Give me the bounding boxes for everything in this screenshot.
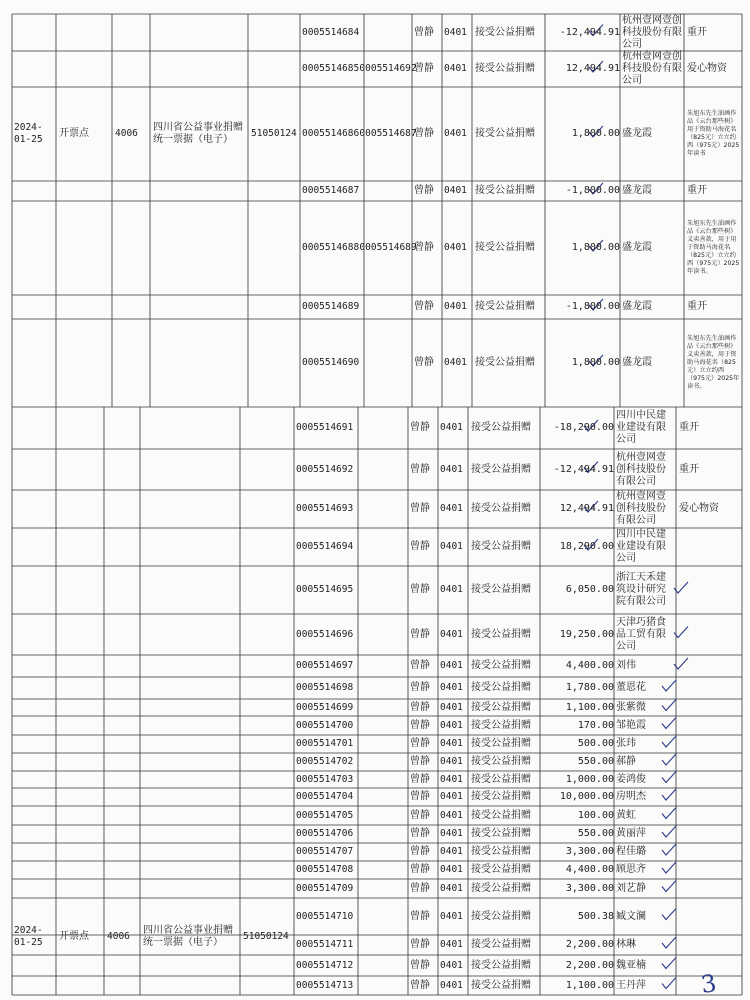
item-name: 接受公益捐赠 bbox=[471, 864, 531, 875]
handler-name: 曾静 bbox=[410, 791, 430, 802]
payer-name: 盛龙霞 bbox=[622, 242, 652, 253]
bill-type: 四川省公益事业捐赠统一票据（电子） bbox=[143, 925, 233, 948]
handler-name: 曾静 bbox=[410, 584, 430, 595]
payer-name: 盛龙霞 bbox=[622, 185, 652, 196]
item-code: 0401 bbox=[440, 660, 463, 671]
item-name: 接受公益捐赠 bbox=[471, 846, 531, 857]
invoice-number: 0005514691 bbox=[296, 422, 354, 433]
item-name: 接受公益捐赠 bbox=[471, 719, 531, 731]
invoice-number: 0005514701 bbox=[296, 738, 354, 749]
payer-name: 臧文澜 bbox=[616, 910, 646, 922]
item-code: 0401 bbox=[444, 63, 467, 74]
payer-name: 张玮 bbox=[616, 738, 636, 749]
item-name: 接受公益捐赠 bbox=[471, 882, 531, 894]
item-name: 接受公益捐赠 bbox=[471, 738, 531, 749]
item-code: 0401 bbox=[440, 628, 463, 640]
handler-name: 曾静 bbox=[410, 864, 430, 875]
issue-date: 2024-01-25 bbox=[14, 122, 43, 145]
amount: 1,100.00 bbox=[565, 701, 614, 713]
item-code: 0401 bbox=[440, 503, 463, 514]
amount: -12,494.91 bbox=[553, 463, 614, 475]
amount: 2,200.00 bbox=[565, 939, 614, 950]
linked-invoice-number: 0005514689 bbox=[359, 242, 417, 253]
item-name: 接受公益捐赠 bbox=[471, 959, 531, 971]
item-name: 接受公益捐赠 bbox=[471, 828, 531, 839]
item-name: 接受公益捐赠 bbox=[471, 979, 531, 991]
item-code: 0401 bbox=[440, 846, 463, 857]
payer-name: 程佳璐 bbox=[616, 846, 646, 857]
item-code: 0401 bbox=[444, 242, 467, 253]
item-name: 接受公益捐赠 bbox=[471, 773, 531, 785]
item-code: 0401 bbox=[444, 357, 467, 368]
payer-name: 盛龙霞 bbox=[622, 357, 652, 368]
handler-name: 曾静 bbox=[410, 809, 430, 821]
amount: 500.00 bbox=[577, 738, 614, 749]
item-code: 0401 bbox=[440, 939, 463, 950]
invoice-number: 0005514713 bbox=[296, 979, 354, 991]
item-code: 0401 bbox=[440, 791, 463, 802]
item-code: 0401 bbox=[440, 864, 463, 875]
invoice-number: 0005514693 bbox=[296, 503, 354, 514]
payer-name: 浙江天禾建筑设计研究院有限公司 bbox=[616, 572, 666, 607]
amount: 100.00 bbox=[577, 809, 614, 821]
invoice-number: 0005514688 bbox=[302, 242, 360, 253]
payer-name: 郝静 bbox=[616, 756, 636, 767]
amount: 1,800.00 bbox=[571, 128, 620, 139]
linked-invoice-number: 0005514687 bbox=[359, 128, 417, 139]
amount: 19,250.00 bbox=[559, 628, 614, 640]
invoice-number: 0005514710 bbox=[296, 910, 354, 922]
amount: 12,494.91 bbox=[565, 63, 620, 74]
amount: -12,494.91 bbox=[559, 26, 620, 38]
payer-name: 邹艳霞 bbox=[616, 719, 646, 731]
amount: 6,050.00 bbox=[565, 584, 614, 595]
amount: 4,400.00 bbox=[565, 660, 614, 671]
item-name: 接受公益捐赠 bbox=[471, 660, 531, 671]
issue-date: 2024-01-25 bbox=[14, 925, 43, 948]
handler-name: 曾静 bbox=[410, 910, 430, 922]
invoice-number: 0005514697 bbox=[296, 660, 354, 671]
item-name: 接受公益捐赠 bbox=[471, 422, 531, 433]
region-code: 51050124 bbox=[243, 931, 289, 942]
invoice-number: 0005514698 bbox=[296, 682, 354, 693]
payer-name: 刘艺静 bbox=[616, 882, 646, 894]
payer-name: 杭州壹网壹创科技股份有限公司 bbox=[616, 491, 666, 526]
item-code: 0401 bbox=[440, 882, 463, 894]
handler-name: 曾静 bbox=[410, 682, 430, 693]
invoice-number: 0005514706 bbox=[296, 828, 354, 839]
invoice-number: 0005514692 bbox=[296, 463, 354, 475]
payer-name: 黄虹 bbox=[616, 809, 636, 821]
handwritten-page-number: 3 bbox=[698, 969, 718, 999]
handler-name: 曾静 bbox=[414, 185, 434, 196]
payer-name: 董恩花 bbox=[616, 682, 646, 693]
remark: 重开 bbox=[687, 185, 707, 196]
item-code: 0401 bbox=[440, 541, 463, 552]
amount: 1,100.00 bbox=[565, 979, 614, 991]
handler-name: 曾静 bbox=[410, 939, 430, 950]
item-name: 接受公益捐赠 bbox=[475, 63, 535, 74]
amount: 1,800.00 bbox=[571, 242, 620, 253]
item-name: 接受公益捐赠 bbox=[471, 682, 531, 693]
payer-name: 盛龙霞 bbox=[622, 301, 652, 312]
item-code: 0401 bbox=[440, 773, 463, 785]
remark: 爱心物资 bbox=[679, 503, 719, 514]
payer-name: 顾思齐 bbox=[616, 864, 646, 875]
item-code: 0401 bbox=[440, 422, 463, 433]
remark: 重开 bbox=[687, 301, 707, 312]
handler-name: 曾静 bbox=[410, 828, 430, 839]
item-name: 接受公益捐赠 bbox=[475, 301, 535, 312]
payer-name: 魏亚楠 bbox=[616, 959, 646, 971]
remark: 爱心物资 bbox=[687, 63, 727, 74]
handler-name: 曾静 bbox=[410, 846, 430, 857]
amount: 18,290.00 bbox=[559, 541, 614, 552]
amount: 550.00 bbox=[577, 828, 614, 839]
item-code: 0401 bbox=[444, 128, 467, 139]
item-code: 0401 bbox=[444, 301, 467, 312]
payer-name: 林琳 bbox=[616, 939, 636, 950]
handler-name: 曾静 bbox=[410, 773, 430, 785]
item-name: 接受公益捐赠 bbox=[471, 910, 531, 922]
invoice-number: 0005514709 bbox=[296, 882, 354, 894]
item-code: 0401 bbox=[440, 959, 463, 971]
handler-name: 曾静 bbox=[410, 756, 430, 767]
handler-name: 曾静 bbox=[414, 301, 434, 312]
invoice-number: 0005514712 bbox=[296, 959, 354, 971]
payer-name: 房明杰 bbox=[616, 791, 646, 802]
item-name: 接受公益捐赠 bbox=[471, 701, 531, 713]
handler-name: 曾静 bbox=[410, 503, 430, 514]
handler-name: 曾静 bbox=[410, 959, 430, 971]
item-name: 接受公益捐赠 bbox=[471, 809, 531, 821]
invoice-number: 0005514695 bbox=[296, 584, 354, 595]
payer-name: 黄丽萍 bbox=[616, 828, 646, 839]
handler-name: 曾静 bbox=[410, 660, 430, 671]
handler-name: 曾静 bbox=[414, 63, 434, 74]
item-name: 接受公益捐赠 bbox=[471, 756, 531, 767]
item-code: 0401 bbox=[440, 682, 463, 693]
invoice-number: 0005514700 bbox=[296, 719, 354, 731]
payer-name: 姜鸿俊 bbox=[616, 773, 646, 785]
item-code: 0401 bbox=[440, 809, 463, 821]
item-code: 0401 bbox=[444, 185, 467, 196]
linked-invoice-number: 0005514692 bbox=[359, 63, 417, 74]
amount: 170.00 bbox=[577, 719, 614, 731]
payer-name: 杭州壹网壹创科技股份有限公司 bbox=[622, 51, 682, 86]
item-name: 接受公益捐赠 bbox=[471, 503, 531, 514]
handler-name: 曾静 bbox=[410, 701, 430, 713]
invoice-number: 0005514685 bbox=[302, 63, 360, 74]
item-code: 0401 bbox=[440, 719, 463, 731]
remark: 朱旭东先生油画作品《云台那些树》义卖善款，用于资助马海花名（825元）立立约西（975元）2025年读书。 bbox=[687, 335, 740, 390]
invoice-number: 0005514696 bbox=[296, 628, 354, 640]
payer-name: 四川中民建业建设有限公司 bbox=[616, 529, 666, 564]
amount: -1,800.00 bbox=[565, 301, 620, 312]
amount: 10,000.00 bbox=[559, 791, 614, 802]
amount: 1,780.00 bbox=[565, 682, 614, 693]
issue-point: 开票点 bbox=[59, 128, 89, 139]
amount: 550.00 bbox=[577, 756, 614, 767]
invoice-number: 0005514687 bbox=[302, 185, 360, 196]
handler-name: 曾静 bbox=[410, 979, 430, 991]
invoice-number: 0005514690 bbox=[302, 357, 360, 368]
item-name: 接受公益捐赠 bbox=[475, 185, 535, 196]
invoice-number: 0005514704 bbox=[296, 791, 354, 802]
handler-name: 曾静 bbox=[414, 242, 434, 253]
region-code: 51050124 bbox=[251, 128, 297, 139]
item-name: 接受公益捐赠 bbox=[471, 939, 531, 950]
item-name: 接受公益捐赠 bbox=[471, 791, 531, 802]
item-code: 0401 bbox=[440, 463, 463, 475]
point-code: 4006 bbox=[107, 931, 130, 942]
item-code: 0401 bbox=[440, 910, 463, 922]
invoice-number: 0005514708 bbox=[296, 864, 354, 875]
amount: 1,000.00 bbox=[565, 773, 614, 785]
amount: 1,800.00 bbox=[571, 357, 620, 368]
handler-name: 曾静 bbox=[410, 628, 430, 640]
invoice-number: 0005514711 bbox=[296, 939, 354, 950]
payer-name: 张紫微 bbox=[616, 701, 646, 713]
amount: 3,300.00 bbox=[565, 882, 614, 894]
remark: 朱旭东先生油画作品《云台那些树》义卖善款，用于用于资助马海花名（825元）立立约西（975元）2025年读书。 bbox=[687, 220, 740, 275]
item-name: 接受公益捐赠 bbox=[471, 541, 531, 552]
invoice-number: 0005514684 bbox=[302, 26, 360, 38]
item-name: 接受公益捐赠 bbox=[475, 128, 535, 139]
invoice-number: 0005514699 bbox=[296, 701, 354, 713]
amount: 12,494.91 bbox=[559, 503, 614, 514]
remark: 重开 bbox=[679, 463, 699, 475]
item-code: 0401 bbox=[440, 738, 463, 749]
amount: 2,200.00 bbox=[565, 959, 614, 971]
bill-type: 四川省公益事业捐赠统一票据（电子） bbox=[153, 122, 243, 145]
invoice-number: 0005514689 bbox=[302, 301, 360, 312]
handler-name: 曾静 bbox=[414, 26, 434, 38]
handler-name: 曾静 bbox=[410, 719, 430, 731]
item-name: 接受公益捐赠 bbox=[471, 463, 531, 475]
payer-name: 杭州壹网壹创科技股份有限公司 bbox=[622, 14, 682, 50]
handler-name: 曾静 bbox=[410, 422, 430, 433]
handler-name: 曾静 bbox=[410, 738, 430, 749]
item-name: 接受公益捐赠 bbox=[475, 357, 535, 368]
payer-name: 天津巧猪食品工贸有限公司 bbox=[616, 616, 666, 652]
item-code: 0401 bbox=[440, 701, 463, 713]
amount: -18,290.00 bbox=[553, 422, 614, 433]
invoice-number: 0005514705 bbox=[296, 809, 354, 821]
item-code: 0401 bbox=[440, 584, 463, 595]
issue-point: 开票点 bbox=[59, 931, 89, 942]
invoice-number: 0005514694 bbox=[296, 541, 354, 552]
handler-name: 曾静 bbox=[410, 463, 430, 475]
item-code: 0401 bbox=[444, 26, 467, 38]
item-code: 0401 bbox=[440, 828, 463, 839]
invoice-number: 0005514702 bbox=[296, 756, 354, 767]
invoice-number: 0005514703 bbox=[296, 773, 354, 785]
amount: 3,300.00 bbox=[565, 846, 614, 857]
item-name: 接受公益捐赠 bbox=[475, 26, 535, 38]
payer-name: 杭州壹网壹创科技股份有限公司 bbox=[616, 451, 666, 487]
handler-name: 曾静 bbox=[410, 882, 430, 894]
remark: 朱旭东先生油画作品《云台那些树》用于资助马海花名（825元）立立约西（975元）2025年读书 bbox=[687, 110, 740, 157]
amount: 500.38 bbox=[577, 910, 614, 922]
item-name: 接受公益捐赠 bbox=[471, 628, 531, 640]
amount: 4,400.00 bbox=[565, 864, 614, 875]
payer-name: 盛龙霞 bbox=[622, 128, 652, 139]
remark: 重开 bbox=[679, 422, 699, 433]
item-name: 接受公益捐赠 bbox=[475, 242, 535, 253]
invoice-number: 0005514707 bbox=[296, 846, 354, 857]
invoice-number: 0005514686 bbox=[302, 128, 360, 139]
payer-name: 刘伟 bbox=[616, 660, 636, 671]
item-code: 0401 bbox=[440, 756, 463, 767]
remark: 重开 bbox=[687, 26, 707, 38]
handler-name: 曾静 bbox=[414, 357, 434, 368]
payer-name: 四川中民建业建设有限公司 bbox=[616, 410, 666, 445]
handler-name: 曾静 bbox=[414, 128, 434, 139]
point-code: 4006 bbox=[115, 128, 138, 139]
payer-name: 王丹萍 bbox=[616, 979, 646, 991]
item-name: 接受公益捐赠 bbox=[471, 584, 531, 595]
amount: -1,800.00 bbox=[565, 185, 620, 196]
handler-name: 曾静 bbox=[410, 541, 430, 552]
item-code: 0401 bbox=[440, 979, 463, 991]
